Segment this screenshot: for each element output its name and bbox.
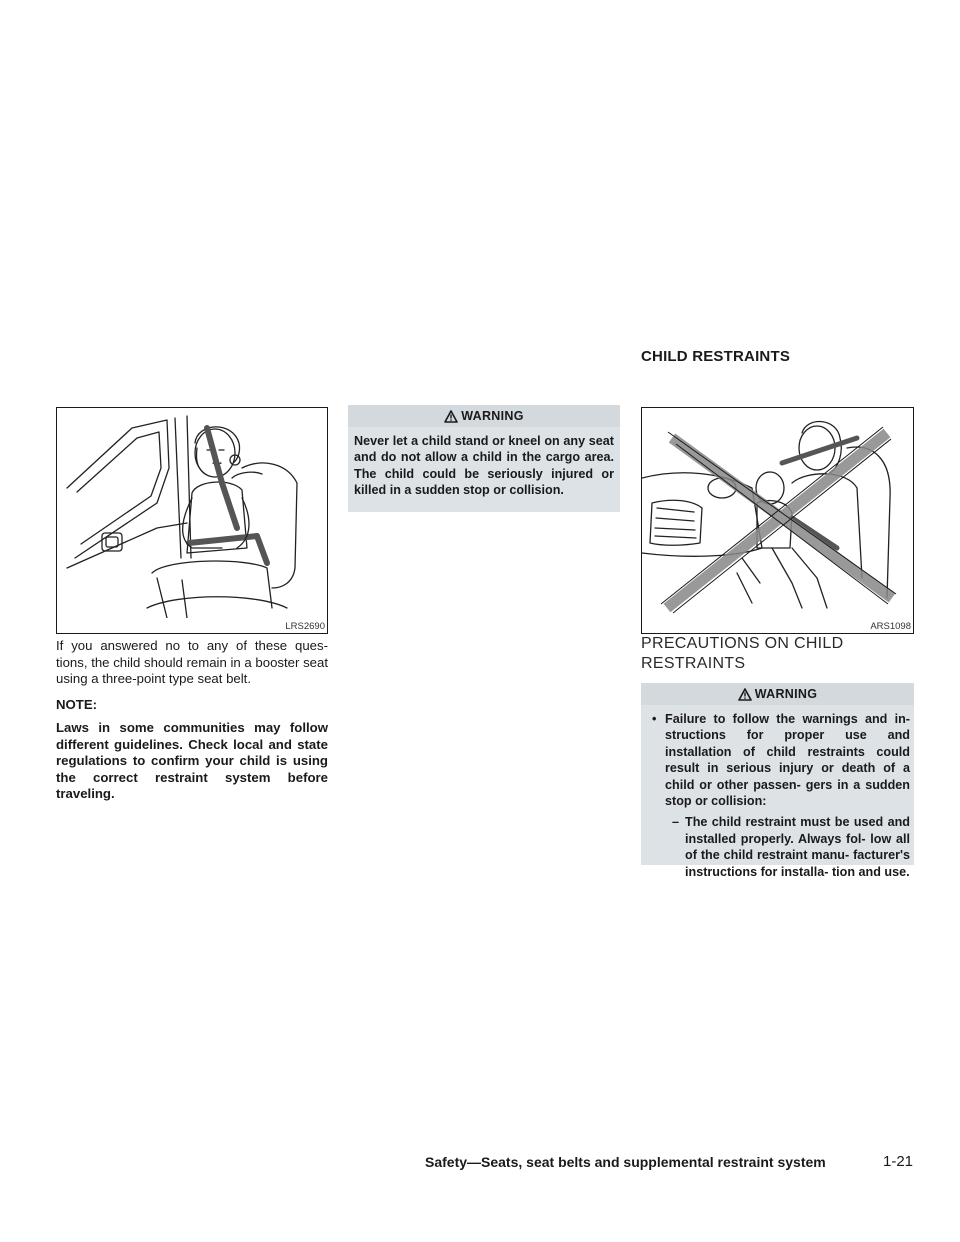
warning-triangle-icon (444, 410, 458, 423)
note-text: Laws in some communities may follow different guidelines. Check local and state regulations to confirm your child is using the correct restraint system before traveling. (56, 720, 328, 801)
figure-id-left: LRS2690 (285, 621, 325, 632)
crossed-out-child-on-lap-illustration (642, 408, 913, 618)
bullet-item (641, 705, 914, 809)
warning-triangle-icon (738, 688, 752, 701)
child-in-booster-seat-illustration (57, 408, 327, 618)
warning-text: Never let a child stand or kneel on any seat and do not allow a child in the cargo area. The child could be seriously injured or killed in a sudden stop or collision. (354, 434, 614, 498)
precautions-heading: PRECAUTIONS ON CHILD RESTRAINTS (641, 635, 844, 672)
sub-bullet-item (641, 809, 914, 880)
sub-bullet-text: The child restraint must be used and installed properly. Always fol- low all of the child restraint manu- facturer's instructions for installa- tion and use. (685, 815, 910, 879)
warning-header (348, 405, 620, 427)
note-label: NOTE: (56, 697, 98, 712)
section-header: CHILD RESTRAINTS (641, 348, 791, 365)
footer-title: Safety—Seats, seat belts and supplemental restraint system (425, 1154, 826, 1170)
warning-box-standing (348, 405, 620, 512)
page-number: 1-21 (883, 1153, 914, 1170)
warning-box-precautions (641, 683, 914, 879)
warning-header-precautions (641, 683, 914, 705)
warning-title-precautions: WARNING (754, 687, 818, 701)
bullet-marker: • (652, 712, 657, 726)
bullet-text: Failure to follow the warnings and in- structions for proper use and installation of child restraints could result in serious injury or death of a child or other passen- gers in a sudden stop or collision: (665, 712, 910, 809)
warning-title: WARNING (461, 409, 524, 423)
figure-id-right: ARS1098 (870, 621, 911, 632)
intro-paragraph: If you answered no to any of these ques- tions, the child should remain in a booster seat using a three-point type seat belt. (56, 638, 328, 686)
figure-child-booster-seat (56, 407, 328, 634)
figure-child-on-lap-prohibited (641, 407, 914, 634)
sub-bullet-marker: – (672, 815, 680, 830)
